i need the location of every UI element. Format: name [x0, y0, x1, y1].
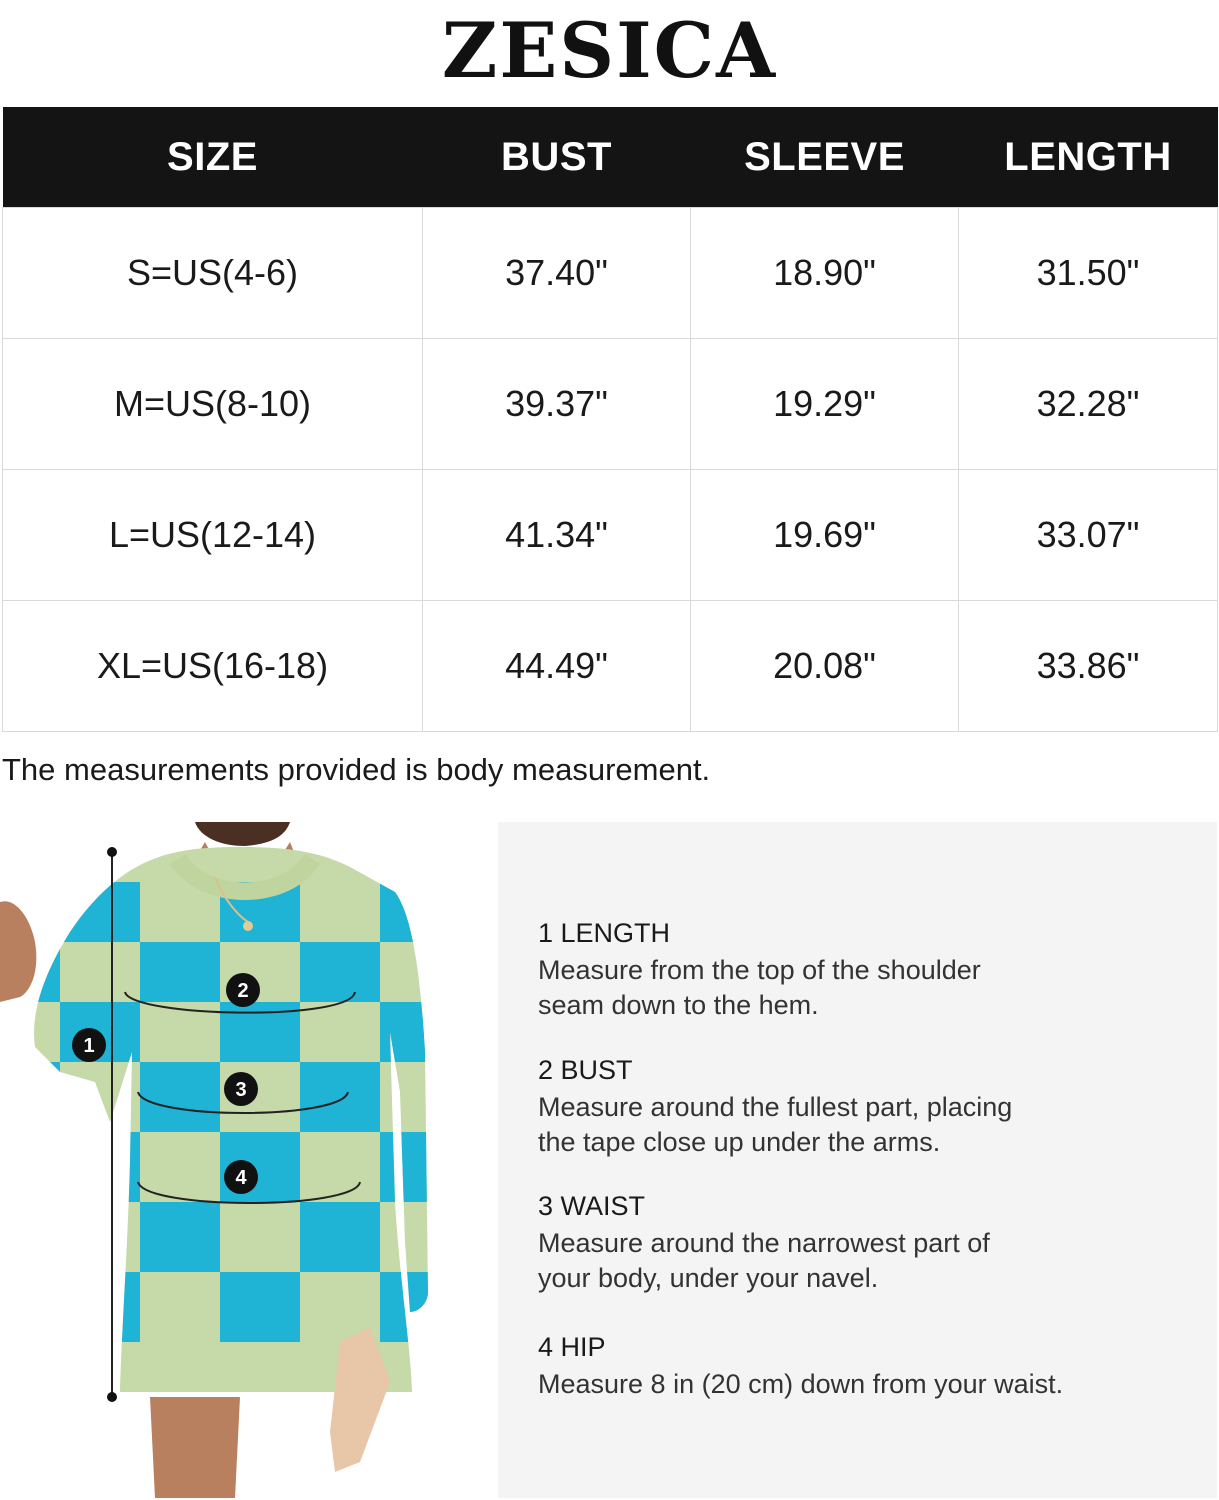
- cell-bust: 41.34": [423, 470, 691, 601]
- cell-bust: 37.40": [423, 208, 691, 339]
- cell-sleeve: 18.90": [691, 208, 959, 339]
- guide-desc: Measure around the narrowest part of: [538, 1228, 990, 1258]
- cell-sleeve: 20.08": [691, 601, 959, 732]
- model-measurement-figure: [0, 822, 498, 1498]
- svg-text:3: 3: [235, 1079, 247, 1101]
- legs-skin: [150, 1397, 240, 1498]
- cell-sleeve: 19.69": [691, 470, 959, 601]
- cell-bust: 39.37": [423, 339, 691, 470]
- header-length: LENGTH: [959, 107, 1218, 208]
- hair-shape: [195, 822, 290, 846]
- guide-title: 4 HIP: [538, 1332, 606, 1362]
- guide-title: 3 WAIST: [538, 1191, 646, 1221]
- guide-desc: Measure around the fullest part, placing: [538, 1092, 1013, 1122]
- badge-2: [226, 973, 260, 1007]
- size-chart-table: [2, 107, 1218, 732]
- table-row: [3, 601, 1218, 732]
- badge-4: [224, 1160, 258, 1194]
- guide-hip: [538, 1332, 1178, 1402]
- brand-logo: ZESICA: [441, 5, 778, 95]
- guide-title: 1 LENGTH: [538, 918, 671, 948]
- necklace-pendant: [243, 921, 253, 931]
- hand-left: [0, 901, 36, 1002]
- cell-size: S=US(4-6): [3, 208, 423, 339]
- table-row: [3, 339, 1218, 470]
- svg-text:1: 1: [83, 1035, 95, 1057]
- guide-waist: [538, 1191, 1178, 1296]
- guide-length: [538, 918, 1178, 1023]
- cell-bust: 44.49": [423, 601, 691, 732]
- header-size: SIZE: [3, 107, 423, 208]
- sweater-illustration: [0, 822, 498, 1498]
- table-row: [3, 470, 1218, 601]
- table-row: [3, 208, 1218, 339]
- table-header-row: [3, 107, 1218, 208]
- guide-desc-line2: seam down to the hem.: [538, 990, 819, 1020]
- cell-sleeve: 19.29": [691, 339, 959, 470]
- cell-length: 32.28": [959, 339, 1218, 470]
- cell-size: M=US(8-10): [3, 339, 423, 470]
- header-bust: BUST: [423, 107, 691, 208]
- measurement-guide-panel: [498, 822, 1217, 1498]
- guide-desc-line2: the tape close up under the arms.: [538, 1127, 941, 1157]
- badge-1: [72, 1028, 106, 1062]
- cell-length: 33.07": [959, 470, 1218, 601]
- svg-text:2: 2: [237, 980, 249, 1002]
- cell-size: L=US(12-14): [3, 470, 423, 601]
- svg-text:4: 4: [235, 1167, 247, 1189]
- badge-3: [224, 1072, 258, 1106]
- header-sleeve: SLEEVE: [691, 107, 959, 208]
- guide-bust: [538, 1055, 1178, 1160]
- cell-length: 31.50": [959, 208, 1218, 339]
- cell-size: XL=US(16-18): [3, 601, 423, 732]
- guide-title: 2 BUST: [538, 1055, 633, 1085]
- guide-desc-line2: your body, under your navel.: [538, 1263, 879, 1293]
- guide-desc: Measure from the top of the shoulder: [538, 955, 981, 985]
- cell-length: 33.86": [959, 601, 1218, 732]
- measurement-note: The measurements provided is body measurement.: [2, 752, 711, 787]
- guide-desc: Measure 8 in (20 cm) down from your waist.: [538, 1369, 1064, 1399]
